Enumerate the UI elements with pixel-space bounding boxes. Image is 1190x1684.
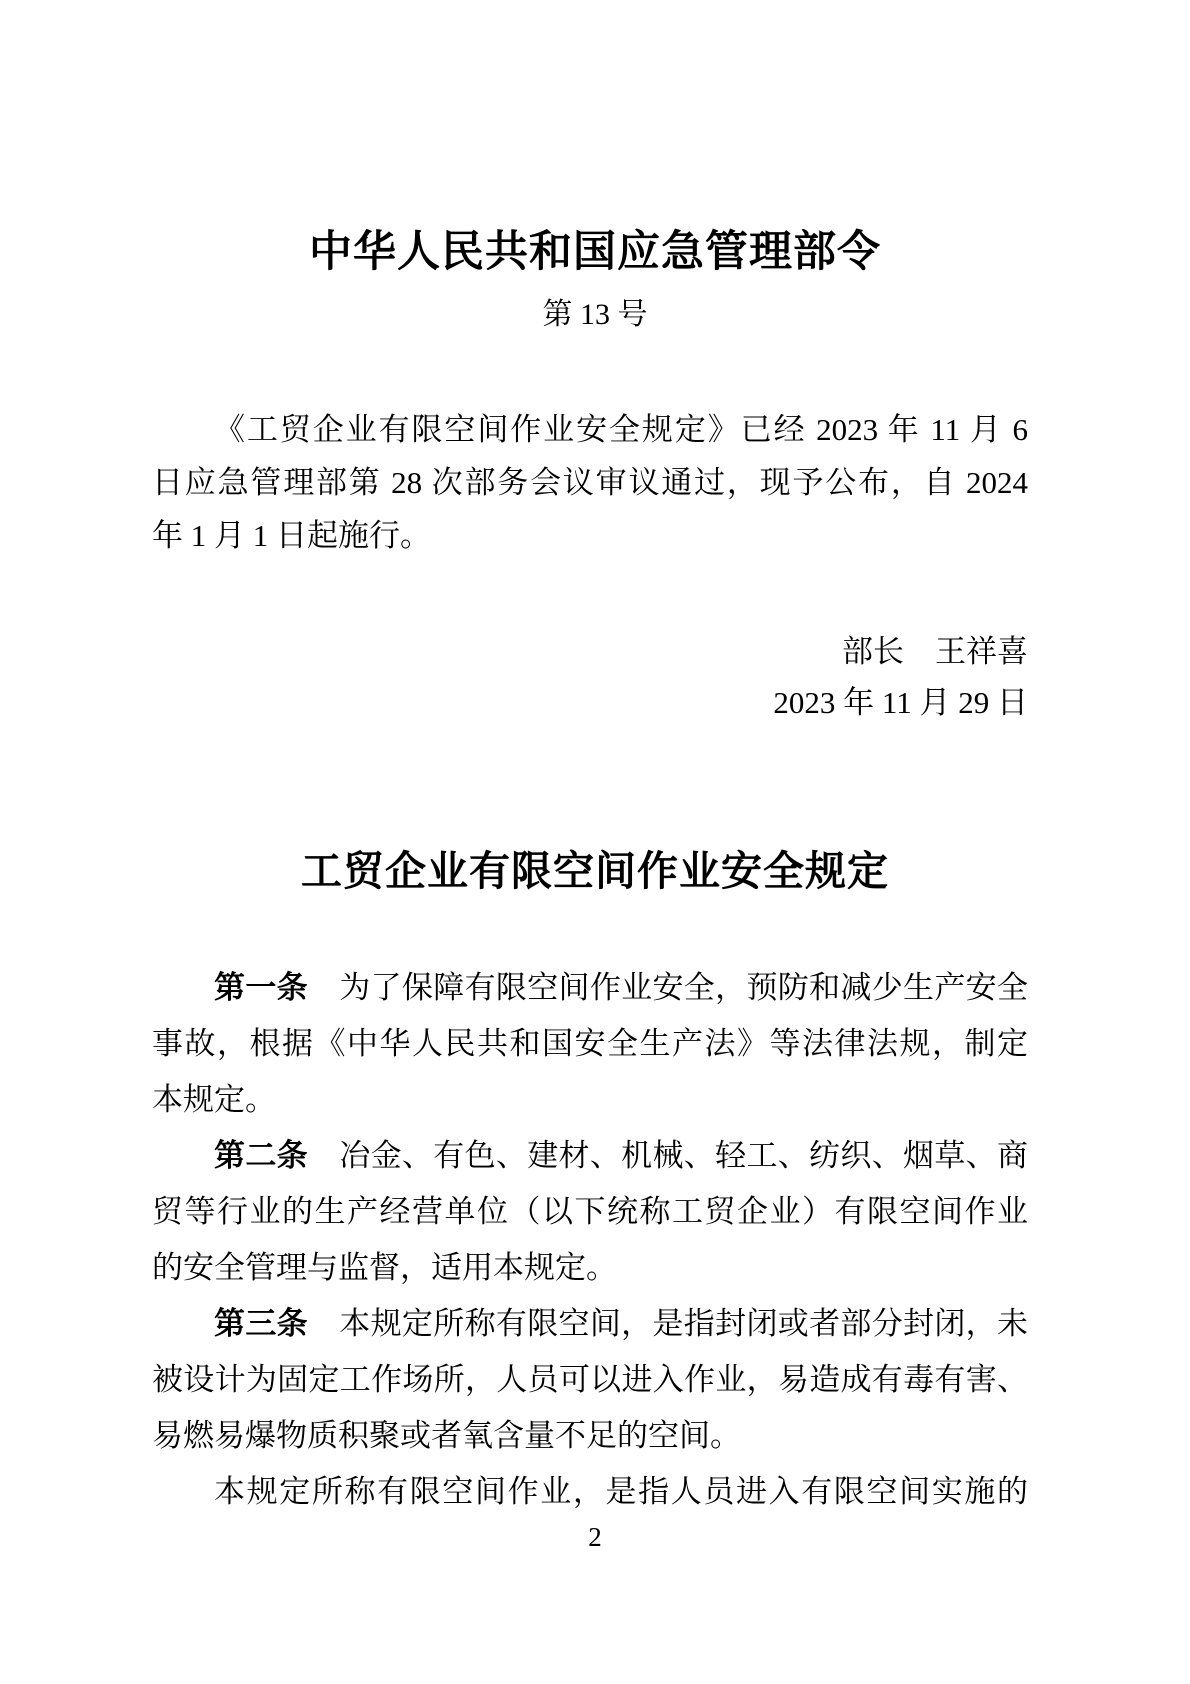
text-line bbox=[152, 456, 1028, 509]
page-number: 2 bbox=[588, 1522, 602, 1552]
line-text: 贸等行业的生产经营单位（以下统称工贸企业）有限空间作业 bbox=[152, 1194, 1028, 1229]
text-line bbox=[152, 1408, 1028, 1464]
line-text: 日应急管理部第 28 次部务会议审议通过，现予公布，自 2024 bbox=[152, 465, 1028, 500]
line-text: 本规定所称有限空间作业，是指人员进入有限空间实施的 bbox=[214, 1474, 1028, 1509]
order-number: 第 13 号 bbox=[542, 298, 648, 331]
text-line bbox=[152, 1128, 1028, 1184]
text-line bbox=[152, 1184, 1028, 1240]
article-number: 第三条 bbox=[214, 1306, 308, 1341]
text-line bbox=[152, 960, 1028, 1016]
line-text: 本规定所称有限空间，是指封闭或者部分封闭，未 bbox=[307, 1306, 1029, 1341]
line-text: 的安全管理与监督，适用本规定。 bbox=[152, 1250, 617, 1285]
line-text: 被设计为固定工作场所，人员可以进入作业，易造成有毒有害、 bbox=[152, 1362, 1028, 1397]
line-text: 本规定。 bbox=[152, 1082, 276, 1117]
line-text: 易燃易爆物质积聚或者氧含量不足的空间。 bbox=[152, 1418, 741, 1453]
line-text: 为了保障有限空间作业安全，预防和减少生产安全 bbox=[307, 970, 1029, 1005]
text-line bbox=[152, 403, 1028, 456]
signature-date: 2023 年 11 月 29 日 bbox=[773, 685, 1028, 720]
line-text: 年 1 月 1 日起施行。 bbox=[152, 518, 431, 553]
line-text: 《工贸企业有限空间作业安全规定》已经 2023 年 11 月 6 bbox=[214, 412, 1028, 447]
regulation-body bbox=[152, 960, 1028, 1520]
announcement-paragraph bbox=[152, 403, 1028, 562]
text-line bbox=[152, 1072, 1028, 1128]
ministry-order-title: 中华人民共和国应急管理部令 bbox=[309, 229, 881, 276]
text-line bbox=[152, 1464, 1028, 1520]
article-number: 第二条 bbox=[214, 1138, 308, 1173]
text-line bbox=[152, 509, 1028, 562]
regulation-title: 工贸企业有限空间作业安全规定 bbox=[301, 848, 889, 894]
line-text: 冶金、有色、建材、机械、轻工、纺织、烟草、商 bbox=[307, 1138, 1029, 1173]
text-line bbox=[152, 1240, 1028, 1296]
text-line bbox=[152, 1352, 1028, 1408]
minister-signature: 部长 王祥喜 bbox=[842, 634, 1028, 669]
article-number: 第一条 bbox=[214, 970, 308, 1005]
text-line bbox=[152, 1016, 1028, 1072]
text-line bbox=[152, 1296, 1028, 1352]
line-text: 事故，根据《中华人民共和国安全生产法》等法律法规，制定 bbox=[152, 1026, 1028, 1061]
